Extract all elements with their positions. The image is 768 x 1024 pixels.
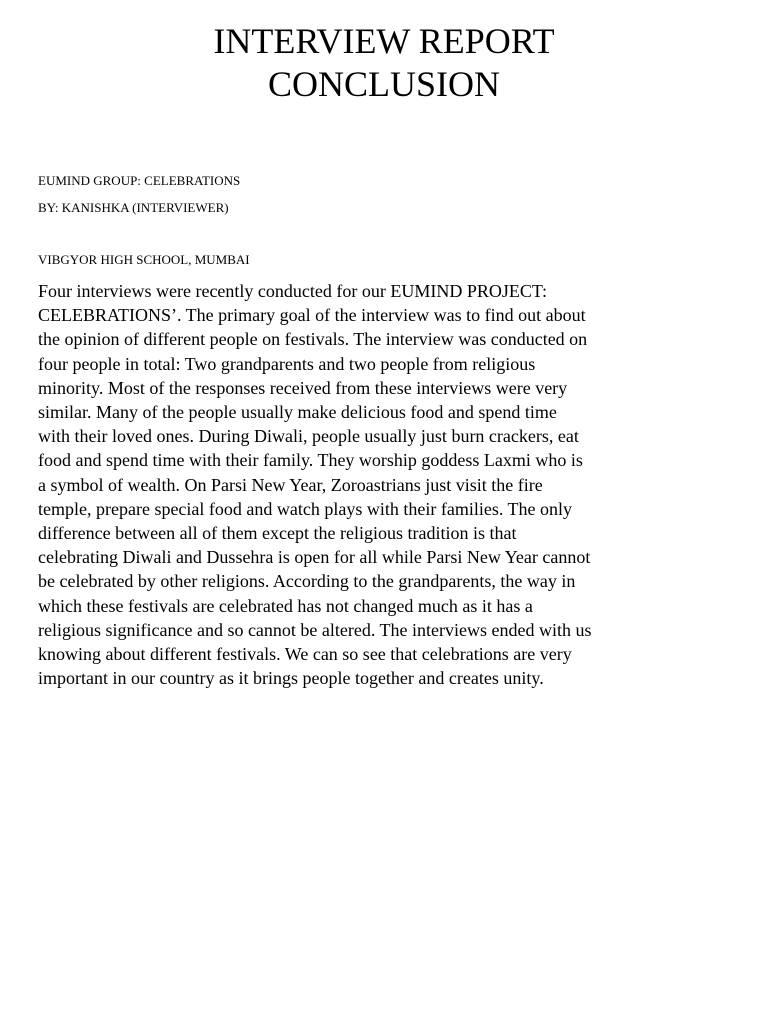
body-line: religious significance and so cannot be altered. The interviews ended with us	[38, 619, 592, 640]
body-line: celebrating Diwali and Dussehra is open for all while Parsi New Year cannot	[38, 547, 591, 568]
body-line: a symbol of wealth. On Parsi New Year, Zoroastrians just visit the fire	[38, 474, 543, 495]
body-line: similar. Many of the people usually make delicious food and spend time	[38, 402, 557, 423]
body-line: difference between all of them except the religious tradition is that	[38, 523, 517, 544]
report-title-line-2: CONCLUSION	[267, 64, 500, 104]
body-paragraph	[38, 279, 698, 690]
body-line: with their loved ones. During Diwali, people usually just burn crackers, eat	[38, 426, 579, 447]
body-line: Four interviews were recently conducted for our EUMIND PROJECT:	[38, 281, 547, 301]
body-line: be celebrated by other religions. According to the grandparents, the way in	[38, 571, 576, 592]
body-line: the opinion of different people on festivals. The interview was conducted on	[38, 329, 588, 350]
body-line: CELEBRATIONS’. The primary goal of the interview was to find out about	[38, 305, 586, 326]
body-line: four people in total: Two grandparents and two people from religious	[38, 353, 536, 374]
body-line: which these festivals are celebrated has not changed much as it has a	[38, 595, 533, 616]
body-line: temple, prepare special food and watch plays with their families. The only	[38, 498, 572, 519]
group-label: EUMIND GROUP: CELEBRATIONS	[38, 173, 241, 188]
body-line: knowing about different festivals. We can so see that celebrations are very	[38, 644, 572, 665]
body-line: food and spend time with their family. They worship goddess Laxmi who is	[38, 450, 583, 471]
school-label: VIBGYOR HIGH SCHOOL, MUMBAI	[38, 252, 250, 267]
body-line: important in our country as it brings people together and creates unity.	[38, 668, 544, 689]
body-line: minority. Most of the responses received from these interviews were very	[38, 377, 568, 398]
report-title-line-1: INTERVIEW REPORT	[213, 21, 555, 61]
author-label: BY: KANISHKA (INTERVIEWER)	[38, 200, 229, 215]
